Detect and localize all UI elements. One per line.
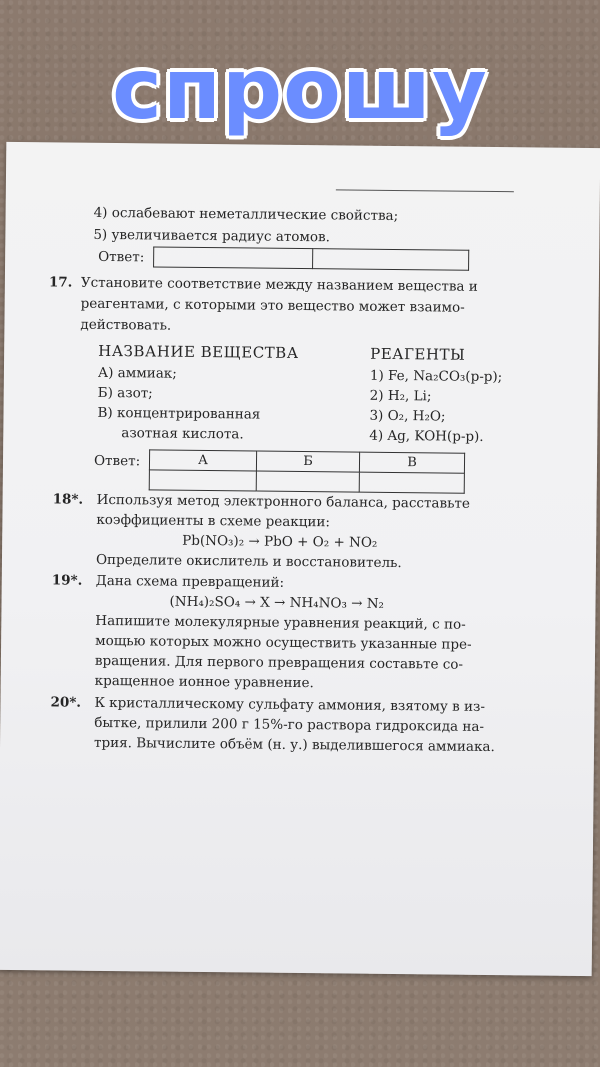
question-20-text: К кристаллическому сульфату аммония, взятому в из- xyxy=(94,694,486,715)
question-20-number: 20*. xyxy=(50,694,82,711)
question-17-text: Установите соответствие между названием вещества и xyxy=(80,274,478,295)
question-18-text: коэффициенты в схеме реакции: xyxy=(96,511,331,531)
answer-cell[interactable] xyxy=(154,247,313,269)
option-4: 4) ослабевают неметаллические свойства; xyxy=(93,204,399,225)
answer-box-16[interactable] xyxy=(153,246,469,270)
question-17-text: реагентами, с которыми это вещество может взаимо- xyxy=(80,295,465,316)
answer-cell-v[interactable] xyxy=(359,472,464,493)
answer-header-a: А xyxy=(149,450,256,471)
reagent-4: 4) Ag, KOH(р-р). xyxy=(369,427,484,445)
question-19-text: Дана схема превращений: xyxy=(95,572,285,591)
question-19-text: мощью которых можно осуществить указанные пре- xyxy=(95,632,472,653)
substance-b: Б) азот; xyxy=(97,384,153,402)
question-19-text: вращения. Для первого превращения составьте со- xyxy=(94,652,464,673)
header-rule xyxy=(336,189,514,192)
question-20-text: бытке, прилили 200 г 15%-го раствора гидроксида на- xyxy=(94,714,485,735)
question-18-number: 18*. xyxy=(52,491,84,508)
question-19-number: 19*. xyxy=(51,572,83,589)
worksheet-page xyxy=(0,142,600,976)
question-18-equation: Pb(NO₃)₂ → PbO + O₂ + NO₂ xyxy=(182,532,378,551)
reagent-2: 2) H₂, Li; xyxy=(369,387,432,405)
answer-label-17: Ответ: xyxy=(93,452,141,470)
question-18-text: Используя метод электронного баланса, расставьте xyxy=(96,491,471,512)
answer-label-16: Ответ: xyxy=(98,248,145,266)
option-5: 5) увеличивается радиус атомов. xyxy=(93,226,331,246)
substance-v-cont: азотная кислота. xyxy=(121,425,244,443)
question-19-text: кращенное ионное уравнение. xyxy=(94,672,314,692)
question-18-text: Определите окислитель и восстановитель. xyxy=(95,551,402,572)
answer-header-v: В xyxy=(359,452,464,473)
column-header-substance: НАЗВАНИЕ ВЕЩЕСТВА xyxy=(98,341,299,362)
answer-cell-b[interactable] xyxy=(256,471,359,492)
column-header-reagents: РЕАГЕНТЫ xyxy=(370,344,466,364)
question-17-number: 17. xyxy=(48,274,73,291)
sticker-caption: спрошу xyxy=(112,40,488,138)
question-20-text: трия. Вычислите объём (н. у.) выделившегося аммиака. xyxy=(93,734,495,756)
answer-header-b: Б xyxy=(256,451,359,472)
answer-cell[interactable] xyxy=(313,249,469,271)
answer-table-17[interactable] xyxy=(149,449,465,493)
question-19-text: Напишите молекулярные уравнения реакций, с по- xyxy=(95,612,466,633)
reagent-1: 1) Fe, Na₂CO₃(р-р); xyxy=(369,367,503,386)
substance-v: В) концентрированная xyxy=(97,404,261,423)
question-19-equation: (NH₄)₂SO₄ → X → NH₄NO₃ → N₂ xyxy=(169,593,385,612)
answer-cell-a[interactable] xyxy=(149,470,256,491)
reagent-3: 3) O₂, H₂O; xyxy=(369,407,446,425)
substance-a: А) аммиак; xyxy=(97,364,177,382)
question-17-text: действовать. xyxy=(80,316,172,334)
worksheet-content xyxy=(6,142,600,756)
